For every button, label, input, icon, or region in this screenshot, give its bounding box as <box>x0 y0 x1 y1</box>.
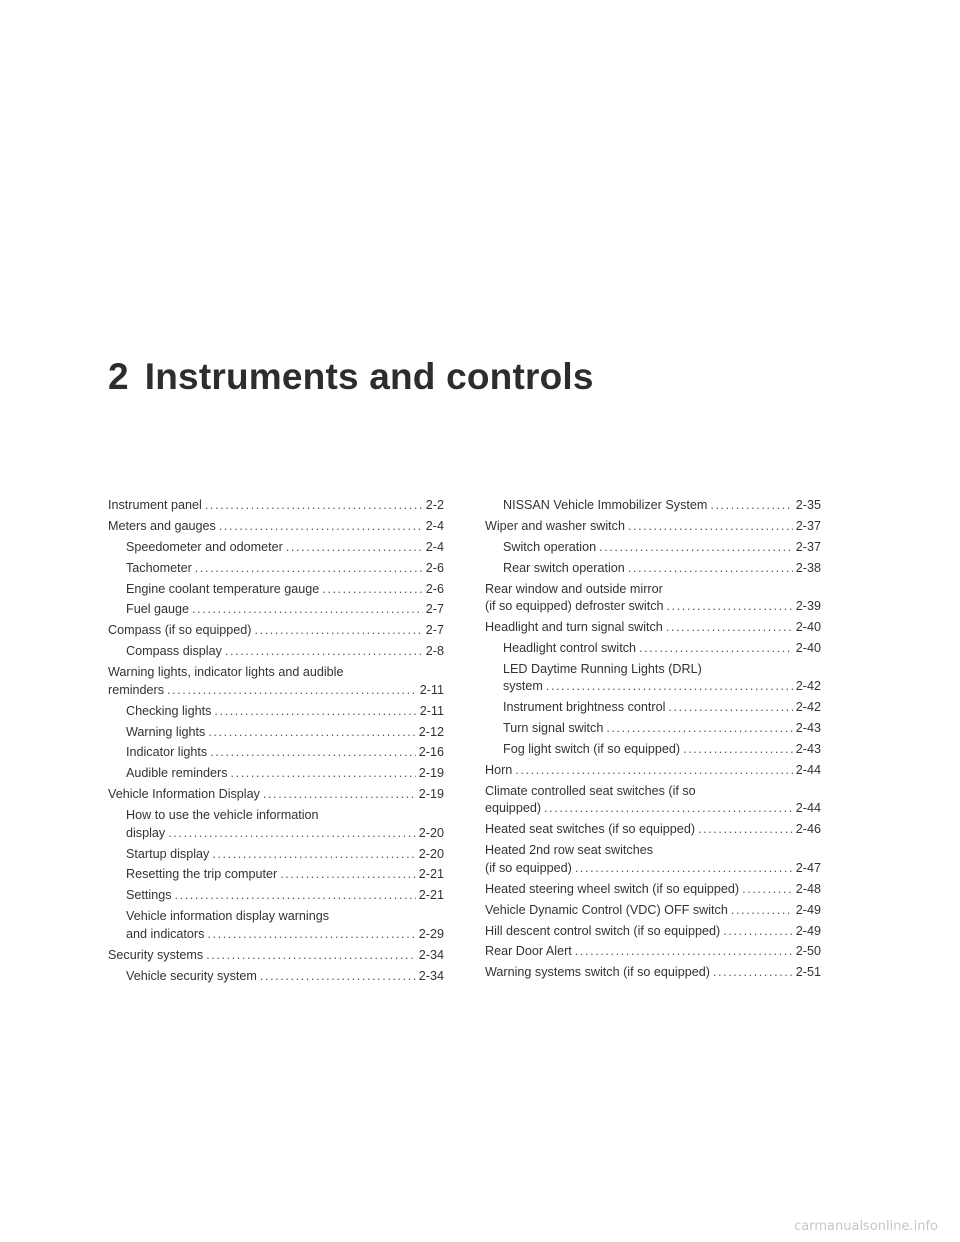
toc-entry[interactable] <box>485 581 821 616</box>
toc-entry-title: Vehicle Dynamic Control (VDC) OFF switch <box>485 902 728 917</box>
toc-dot-leader <box>713 964 793 982</box>
toc-page-number: 2-40 <box>795 640 821 655</box>
toc-entry-title: Headlight control switch <box>503 640 636 655</box>
toc-entry[interactable] <box>108 744 444 762</box>
toc-entry[interactable] <box>108 807 444 842</box>
toc-entry-title: Warning systems switch (if so equipped) <box>485 965 710 980</box>
toc-entry-title-line: Rear window and outside mirror <box>485 581 663 596</box>
toc-entry[interactable] <box>108 846 444 864</box>
toc-dot-leader <box>723 923 793 941</box>
toc-entry-title: Heated steering wheel switch (if so equipped) <box>485 881 740 896</box>
toc-page-number: 2-49 <box>795 902 821 917</box>
toc-page-number: 2-7 <box>425 623 444 638</box>
toc-entry-title: Speedometer and odometer <box>126 539 283 554</box>
toc-entry-title-line: Warning lights, indicator lights and audible <box>108 665 344 680</box>
toc-page-number: 2-4 <box>425 518 444 533</box>
toc-page-number: 2-16 <box>418 745 444 760</box>
toc-entry-title: Switch operation <box>503 539 597 554</box>
toc-dot-leader <box>667 598 793 616</box>
toc-page-number: 2-6 <box>425 581 444 596</box>
toc-entry[interactable] <box>108 601 444 619</box>
toc-entry[interactable] <box>108 866 444 884</box>
toc-entry-title: Rear Door Alert <box>485 944 572 959</box>
toc-dot-leader <box>606 720 792 738</box>
toc-page-number: 2-44 <box>795 762 821 777</box>
toc-entry[interactable] <box>485 619 821 637</box>
toc-dot-leader <box>212 846 415 864</box>
toc-entry-title: Hill descent control switch (if so equipped) <box>485 923 721 938</box>
toc-page-number: 2-48 <box>795 881 821 896</box>
toc-entry-title: Startup display <box>126 846 210 861</box>
toc-page-number: 2-46 <box>795 822 821 837</box>
chapter-title-text: Instruments and controls <box>144 356 594 397</box>
toc-entry-title-line: Heated 2nd row seat switches <box>485 843 654 858</box>
toc-entry-title: Settings <box>126 888 172 903</box>
toc-dot-leader <box>628 518 793 536</box>
chapter-title <box>108 356 594 398</box>
toc-entry[interactable] <box>108 622 444 640</box>
toc-dot-leader <box>263 786 416 804</box>
toc-dot-leader <box>280 866 416 884</box>
toc-dot-leader <box>207 926 415 944</box>
toc-entry-title: reminders <box>108 682 164 697</box>
toc-page-number: 2-4 <box>425 539 444 554</box>
toc-dot-leader <box>208 724 415 742</box>
toc-entry[interactable] <box>485 762 821 780</box>
toc-page-number: 2-37 <box>795 518 821 533</box>
toc-entry-title-line: LED Daytime Running Lights (DRL) <box>503 661 702 676</box>
toc-dot-leader <box>639 640 793 658</box>
toc-entry[interactable] <box>108 908 444 943</box>
toc-dot-leader <box>544 800 793 818</box>
toc-page-number: 2-6 <box>425 560 444 575</box>
toc-dot-leader <box>219 518 423 536</box>
toc-entry[interactable] <box>108 724 444 742</box>
toc-entry-title-line: Climate controlled seat switches (if so <box>485 783 696 798</box>
toc-dot-leader <box>214 703 416 721</box>
toc-dot-leader <box>742 881 793 899</box>
toc-page-number: 2-8 <box>425 644 444 659</box>
toc-entry-title: Tachometer <box>126 560 192 575</box>
chapter-number: 2 <box>108 356 129 397</box>
toc-page-number: 2-35 <box>795 498 821 512</box>
toc-entry[interactable] <box>485 741 821 759</box>
toc-entry[interactable] <box>485 821 821 839</box>
toc-entry[interactable] <box>108 968 444 986</box>
toc-dot-leader <box>210 744 416 762</box>
toc-dot-leader <box>710 497 792 515</box>
toc-dot-leader <box>205 497 423 515</box>
toc-entry-title: Checking lights <box>126 703 212 718</box>
toc-dot-leader <box>286 539 423 557</box>
toc-entry-title: Vehicle security system <box>126 968 257 983</box>
toc-dot-leader <box>683 741 793 759</box>
toc-page-number: 2-49 <box>795 923 821 938</box>
toc-page-number: 2-51 <box>795 965 821 980</box>
toc-entry-title: Compass (if so equipped) <box>108 623 252 638</box>
toc-page-number: 2-42 <box>795 700 821 715</box>
toc-dot-leader <box>192 601 423 619</box>
toc-page-number: 2-2 <box>425 498 444 512</box>
toc-page-number: 2-38 <box>795 560 821 575</box>
toc-entry-title: display <box>126 825 166 840</box>
toc-page-number: 2-37 <box>795 539 821 554</box>
toc-dot-leader <box>167 682 417 700</box>
toc-page-number: 2-21 <box>418 867 444 882</box>
toc-entry[interactable] <box>108 887 444 905</box>
toc-entry[interactable] <box>108 643 444 661</box>
toc-column-left <box>108 497 444 988</box>
toc-entry-title: Wiper and washer switch <box>485 518 625 533</box>
toc-page-number: 2-34 <box>418 968 444 983</box>
toc-page-number: 2-47 <box>795 860 821 875</box>
toc-entry-title: Fuel gauge <box>126 602 190 617</box>
toc-page-number: 2-7 <box>425 602 444 617</box>
toc-page-number: 2-43 <box>795 742 821 757</box>
toc-entry-title: Resetting the trip computer <box>126 867 278 882</box>
toc-entry[interactable] <box>485 964 821 982</box>
toc-entry[interactable] <box>108 581 444 599</box>
toc-entry[interactable] <box>485 518 821 536</box>
toc-page-number: 2-42 <box>795 679 821 694</box>
toc-dot-leader <box>225 643 423 661</box>
toc-dot-leader <box>515 762 792 780</box>
toc-entry-title: (if so equipped) <box>485 860 572 875</box>
toc-entry[interactable] <box>108 560 444 578</box>
toc-entry-title-line: Vehicle information display warnings <box>126 909 330 924</box>
toc-page-number: 2-20 <box>418 846 444 861</box>
toc-entry[interactable] <box>485 783 821 818</box>
toc-entry-title: Headlight and turn signal switch <box>485 620 663 635</box>
toc-dot-leader <box>666 619 793 637</box>
toc-page-number: 2-40 <box>795 620 821 635</box>
toc-dot-leader <box>195 560 423 578</box>
toc-dot-leader <box>168 825 416 843</box>
toc-page-number: 2-11 <box>419 703 444 718</box>
toc-entry-title: Turn signal switch <box>503 721 604 736</box>
toc-entry-title: Indicator lights <box>126 745 208 760</box>
toc-entry-title: Warning lights <box>126 724 206 739</box>
toc-dot-leader <box>206 947 416 965</box>
toc-entry-title: Rear switch operation <box>503 560 625 575</box>
toc-page-number: 2-12 <box>418 724 444 739</box>
toc-entry[interactable] <box>108 947 444 965</box>
toc-entry[interactable] <box>485 902 821 920</box>
toc-entry-title: equipped) <box>485 801 542 816</box>
toc-entry-title: Vehicle Information Display <box>108 787 260 802</box>
toc-entry-title: Security systems <box>108 947 204 962</box>
toc-entry[interactable] <box>108 765 444 783</box>
toc-dot-leader <box>175 887 416 905</box>
toc-dot-leader <box>599 539 793 557</box>
toc-page-number: 2-39 <box>795 599 821 614</box>
toc-entry-title: Horn <box>485 762 513 777</box>
toc-entry[interactable] <box>485 881 821 899</box>
toc-entry[interactable] <box>485 923 821 941</box>
toc-entry-title: Instrument panel <box>108 498 202 512</box>
toc-entry-title: Meters and gauges <box>108 518 216 533</box>
toc-page-number: 2-29 <box>418 926 444 941</box>
toc-dot-leader <box>628 560 793 578</box>
toc-entry-title: Audible reminders <box>126 766 228 781</box>
toc-dot-leader <box>575 943 793 961</box>
toc-page-number: 2-19 <box>418 766 444 781</box>
toc-entry[interactable] <box>485 720 821 738</box>
toc-entry[interactable] <box>485 539 821 557</box>
toc-entry[interactable] <box>108 539 444 557</box>
toc-page-number: 2-21 <box>418 888 444 903</box>
toc-entry-title: Engine coolant temperature gauge <box>126 581 320 596</box>
toc-dot-leader <box>260 968 416 986</box>
toc-entry[interactable] <box>485 560 821 578</box>
toc-dot-leader <box>731 902 793 920</box>
toc-entry[interactable] <box>485 943 821 961</box>
toc-entry[interactable] <box>108 703 444 721</box>
toc-dot-leader <box>322 581 423 599</box>
toc-dot-leader <box>668 699 792 717</box>
toc-dot-leader <box>575 860 793 878</box>
toc-column-right <box>485 497 821 985</box>
toc-entry[interactable] <box>108 786 444 804</box>
toc-entry-title: (if so equipped) defroster switch <box>485 599 664 614</box>
watermark-footer[interactable]: carmanualsonline.info <box>794 1219 938 1234</box>
toc-entry-title: and indicators <box>126 926 205 941</box>
toc-page-number: 2-19 <box>418 787 444 802</box>
toc-entry-title: Heated seat switches (if so equipped) <box>485 822 696 837</box>
toc-entry[interactable] <box>485 661 821 696</box>
toc-page-number: 2-11 <box>419 682 444 697</box>
toc-entry-title: Fog light switch (if so equipped) <box>503 742 681 757</box>
toc-entry[interactable] <box>108 518 444 536</box>
toc-dot-leader <box>255 622 423 640</box>
toc-page-number: 2-50 <box>795 944 821 959</box>
toc-page-number: 2-34 <box>418 947 444 962</box>
toc-entry-title: Instrument brightness control <box>503 700 666 715</box>
toc-dot-leader <box>698 821 793 839</box>
toc-entry-title-line: How to use the vehicle information <box>126 808 319 823</box>
toc-page-number: 2-43 <box>795 721 821 736</box>
toc-page-number: 2-44 <box>795 801 821 816</box>
toc-entry[interactable] <box>485 842 821 877</box>
toc-entry-title: NISSAN Vehicle Immobilizer System <box>503 498 708 512</box>
toc-entry[interactable] <box>485 640 821 658</box>
toc-page-number: 2-20 <box>418 825 444 840</box>
toc-entry[interactable] <box>108 664 444 699</box>
toc-entry[interactable] <box>485 699 821 717</box>
toc-entry[interactable] <box>108 497 444 515</box>
toc-entry-title: system <box>503 679 543 694</box>
toc-dot-leader <box>546 678 793 696</box>
toc-dot-leader <box>231 765 416 783</box>
toc-entry[interactable] <box>485 497 821 515</box>
toc-entry-title: Compass display <box>126 644 222 659</box>
